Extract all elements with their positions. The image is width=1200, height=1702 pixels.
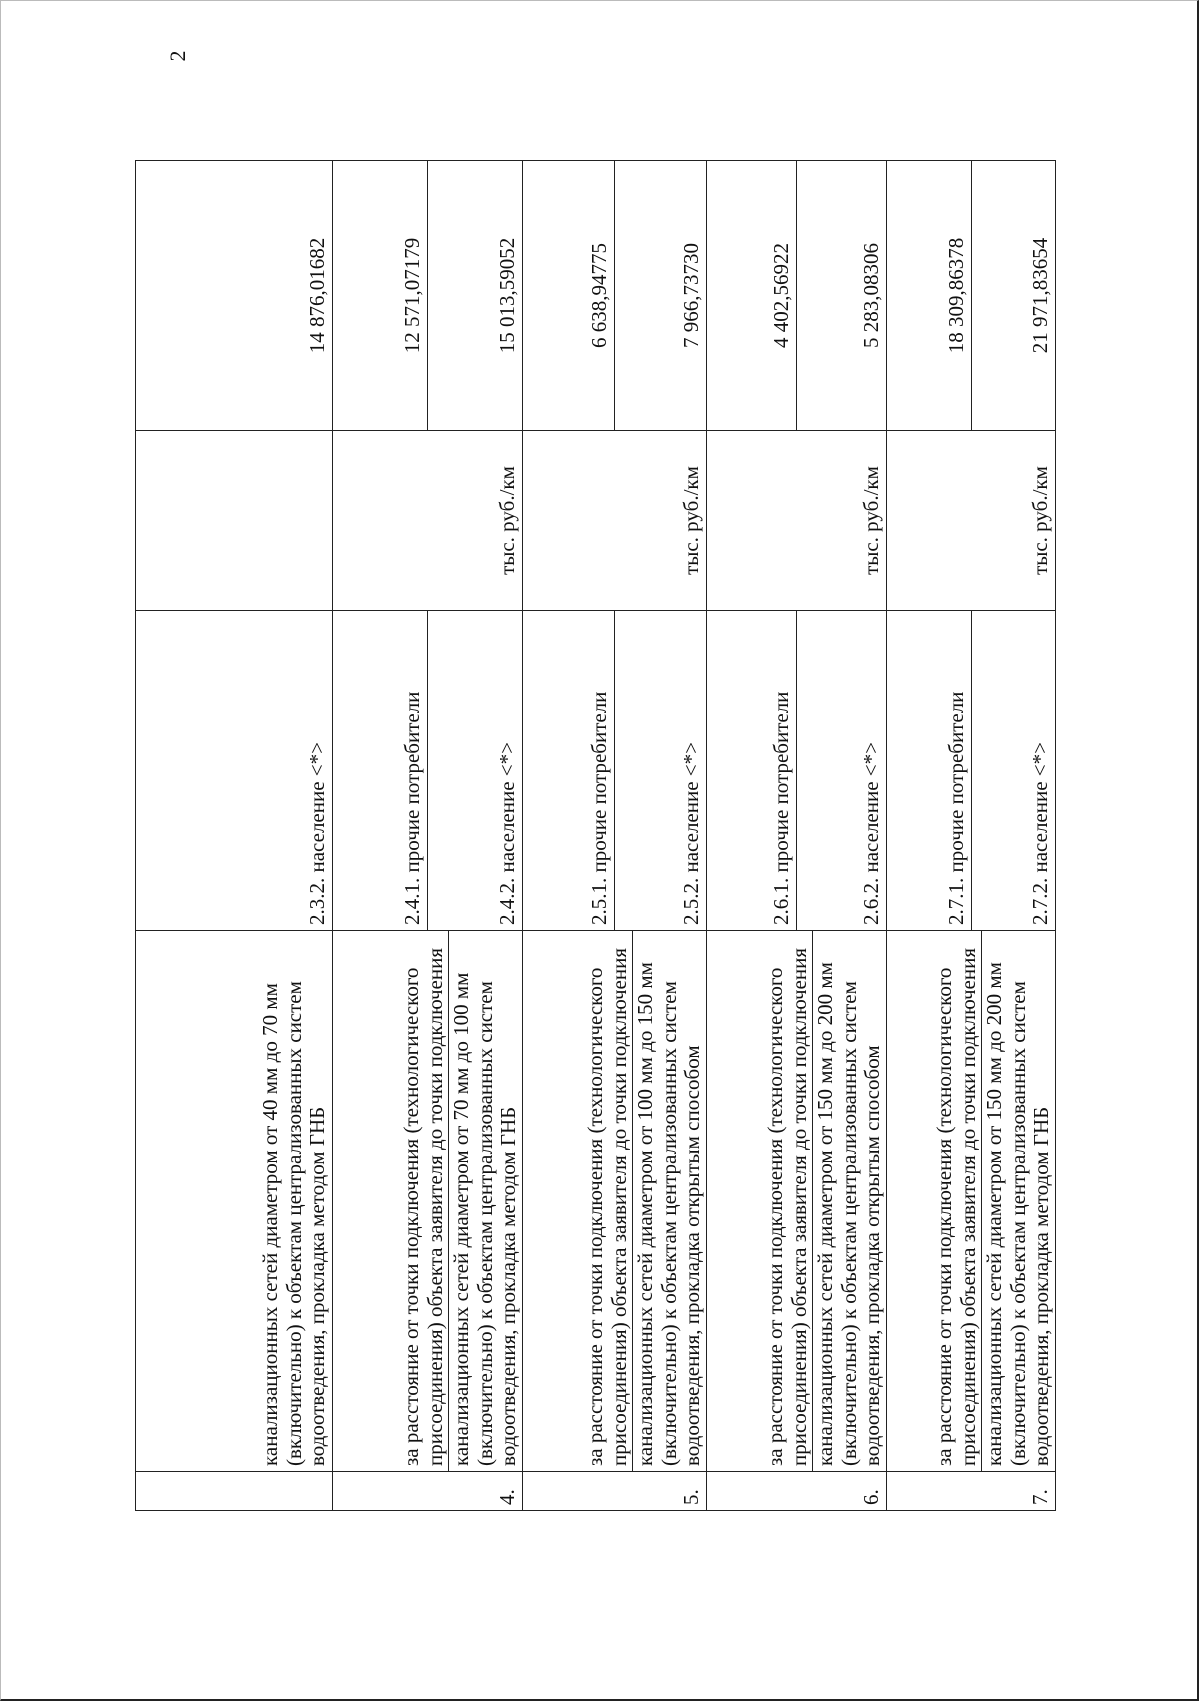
- description-bottom: канализационных сетей диаметром от 70 мм до 100 мм (включительно) к объектам централизованных систем водоотведения, прокладка методом ГНБ: [449, 972, 521, 1466]
- description-bottom: канализационных сетей диаметром от 100 мм до 150 мм (включительно) к объектам централизованных систем водоотведения, прокладка открытым способом: [633, 962, 705, 1466]
- description-top: за расстояние от точки подключения (технологического присоединения) объекта заявителя до точки подключения: [763, 931, 813, 1471]
- tariff-value: 5 283,08306: [797, 161, 887, 431]
- table-row: [136, 161, 333, 1511]
- description-bottom: канализационных сетей диаметром от 150 мм до 200 мм (включительно) к объектам централизованных систем водоотведения, прокладка открытым способом: [813, 962, 885, 1466]
- row-description: канализационных сетей диаметром от 40 мм до 70 мм (включительно) к объектам централизованных систем водоотведения, прокладка методом ГНБ: [136, 931, 333, 1472]
- row-number: 6.: [707, 1472, 887, 1511]
- row-number: [136, 1472, 333, 1511]
- unit-cell: тыс. руб./км: [333, 431, 523, 611]
- row-number: 7.: [887, 1472, 1056, 1511]
- row-number: 4.: [333, 1472, 523, 1511]
- page-number: 2: [165, 50, 190, 62]
- tariff-value: 21 971,83654: [972, 161, 1056, 431]
- tariff-value: 14 876,01682: [136, 161, 333, 431]
- unit-cell: тыс. руб./км: [523, 431, 707, 611]
- consumer-category: 2.5.2. население <*>: [615, 611, 707, 931]
- description-top: за расстояние от точки подключения (технологического присоединения) объекта заявителя до точки подключения: [932, 931, 982, 1471]
- row-description: [523, 931, 707, 1472]
- consumer-category: 2.6.1. прочие потребители: [707, 611, 797, 931]
- table-row: [333, 161, 428, 1511]
- consumer-category: 2.6.2. население <*>: [797, 611, 887, 931]
- tariff-value: 18 309,86378: [887, 161, 972, 431]
- row-description: [707, 931, 887, 1472]
- consumer-category: 2.5.1. прочие потребители: [523, 611, 615, 931]
- consumer-category: 2.4.1. прочие потребители: [333, 611, 428, 931]
- unit-cell: тыс. руб./км: [707, 431, 887, 611]
- tariff-value: 6 638,94775: [523, 161, 615, 431]
- description-top: за расстояние от точки подключения (технологического присоединения) объекта заявителя до точки подключения: [399, 931, 449, 1471]
- consumer-category: 2.3.2. население <*>: [136, 611, 333, 931]
- tariff-value: 12 571,07179: [333, 161, 428, 431]
- rotated-page-content: [135, 50, 1054, 1511]
- unit-cell: [136, 431, 333, 611]
- row-description: [887, 931, 1056, 1472]
- tariff-value: 7 966,73730: [615, 161, 707, 431]
- description-top: за расстояние от точки подключения (технологического присоединения) объекта заявителя до точки подключения: [583, 931, 633, 1471]
- description-bottom: канализационных сетей диаметром от 150 мм до 200 мм (включительно) к объектам централизованных систем водоотведения, прокладка методом ГНБ: [982, 962, 1054, 1466]
- tariff-value: 4 402,56922: [707, 161, 797, 431]
- consumer-category: 2.7.2. население <*>: [972, 611, 1056, 931]
- table-row: [707, 161, 797, 1511]
- unit-cell: тыс. руб./км: [887, 431, 1056, 611]
- consumer-category: 2.7.1. прочие потребители: [887, 611, 972, 931]
- row-number: 5.: [523, 1472, 707, 1511]
- tariff-table: [135, 160, 1056, 1511]
- table-row: [523, 161, 615, 1511]
- table-row: [887, 161, 972, 1511]
- tariff-value: 15 013,59052: [428, 161, 523, 431]
- consumer-category: 2.4.2. население <*>: [428, 611, 523, 931]
- row-description: [333, 931, 523, 1472]
